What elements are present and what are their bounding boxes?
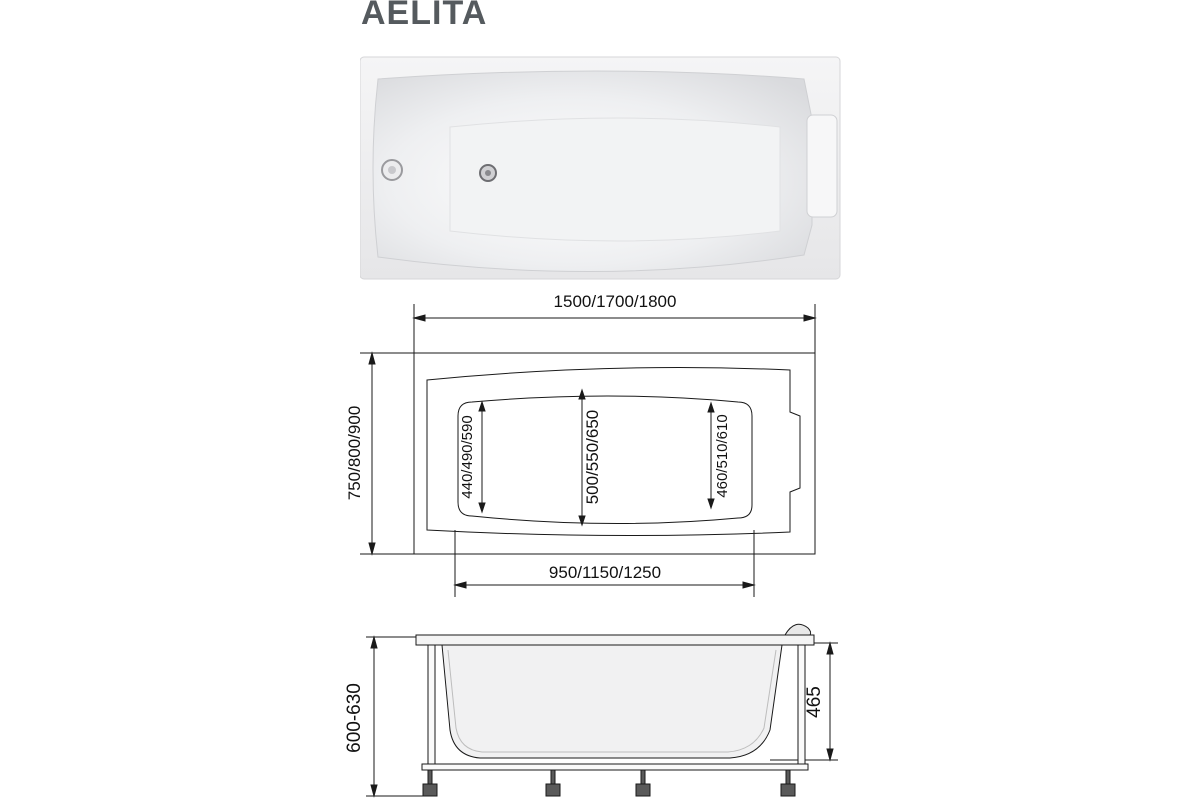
top-view-bottom (458, 396, 752, 524)
tub-depth-label: 465 (804, 686, 825, 718)
width-label: 750/800/900 (345, 405, 364, 501)
right-inner-width-label: 460/510/610 (714, 414, 731, 498)
length-label: 1500/1700/1800 (553, 292, 677, 311)
side-view-drawing (330, 610, 850, 800)
top-view-drawing (330, 290, 850, 605)
total-height-label: 600-630 (344, 683, 365, 753)
side-view-tub (416, 624, 814, 796)
headrest (807, 115, 837, 217)
bathtub-photo (360, 55, 842, 283)
mid-inner-width-label: 500/550/650 (583, 409, 602, 505)
product-title: AELITA (361, 0, 488, 32)
left-inner-width-label: 440/490/590 (459, 415, 476, 499)
bottom-length-label: 950/1150/1250 (548, 563, 662, 582)
